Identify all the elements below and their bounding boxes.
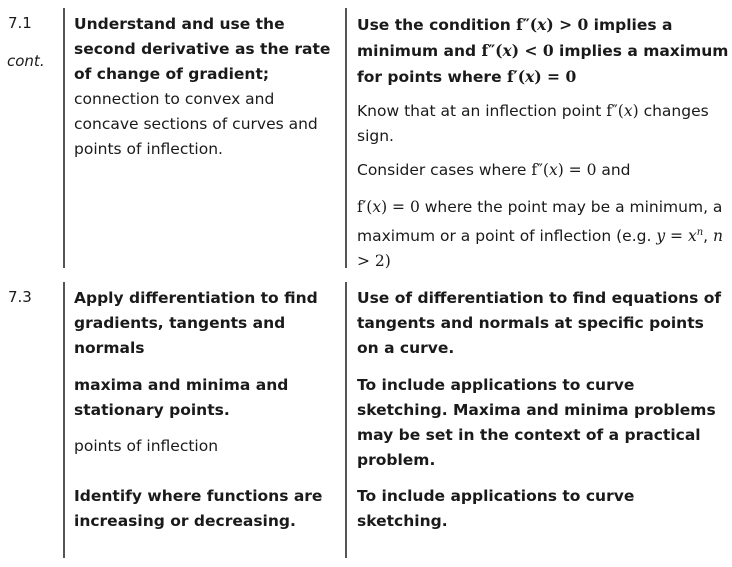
content-text: points of inflection (74, 437, 219, 455)
cases-note: Consider cases where f″(x) = 0 and (357, 161, 631, 179)
content-heading: Apply differentiation to find gradients, tangents and normals (74, 289, 318, 357)
column-divider (63, 8, 65, 268)
guidance-text: Use of differentiation to find equations of tangents and normals at specific points on a curve. (357, 289, 722, 357)
content-heading: Understand and use the second derivative as the rate of change of gradient; (74, 15, 331, 83)
content-cell (74, 373, 336, 423)
second-derivative-condition: Use the condition f″(x) > 0 implies a minimum and f″(x) < 0 implies a maximum for points where f′(x) = 0 (357, 15, 729, 86)
cases-note-continued: f′(x) = 0 where the point may be a minimum, a maximum or a point of inflection (e.g. $y = x^n$, n > 2) (357, 198, 723, 271)
guidance-cell (357, 12, 729, 90)
content-heading: Identify where functions are increasing or decreasing. (74, 487, 323, 530)
guidance-cell (357, 484, 729, 534)
guidance-text: To include applications to curve sketching. Maxima and minima problems may be set in the context of a practical problem. (357, 376, 716, 469)
guidance-cell (357, 373, 729, 473)
guidance-cell (357, 99, 729, 149)
column-divider (63, 282, 65, 558)
guidance-cell (357, 195, 729, 274)
row-number: 7.1 (8, 14, 32, 32)
guidance-cell (357, 158, 729, 183)
guidance-text: To include applications to curve sketching. (357, 487, 635, 530)
content-text: connection to convex and concave sections of curves and points of inflection. (74, 90, 318, 158)
column-divider (345, 282, 347, 558)
row-number: 7.3 (8, 288, 32, 306)
content-heading: maxima and minima and stationary points. (74, 376, 289, 419)
inflection-point-note: Know that at an inflection point f″(x) changes sign. (357, 102, 709, 145)
content-cell (74, 434, 336, 459)
content-cell (74, 286, 336, 361)
continuation-label: cont. (7, 52, 45, 70)
column-divider (345, 8, 347, 268)
guidance-cell (357, 286, 729, 361)
content-cell (74, 12, 336, 162)
content-cell (74, 484, 336, 534)
